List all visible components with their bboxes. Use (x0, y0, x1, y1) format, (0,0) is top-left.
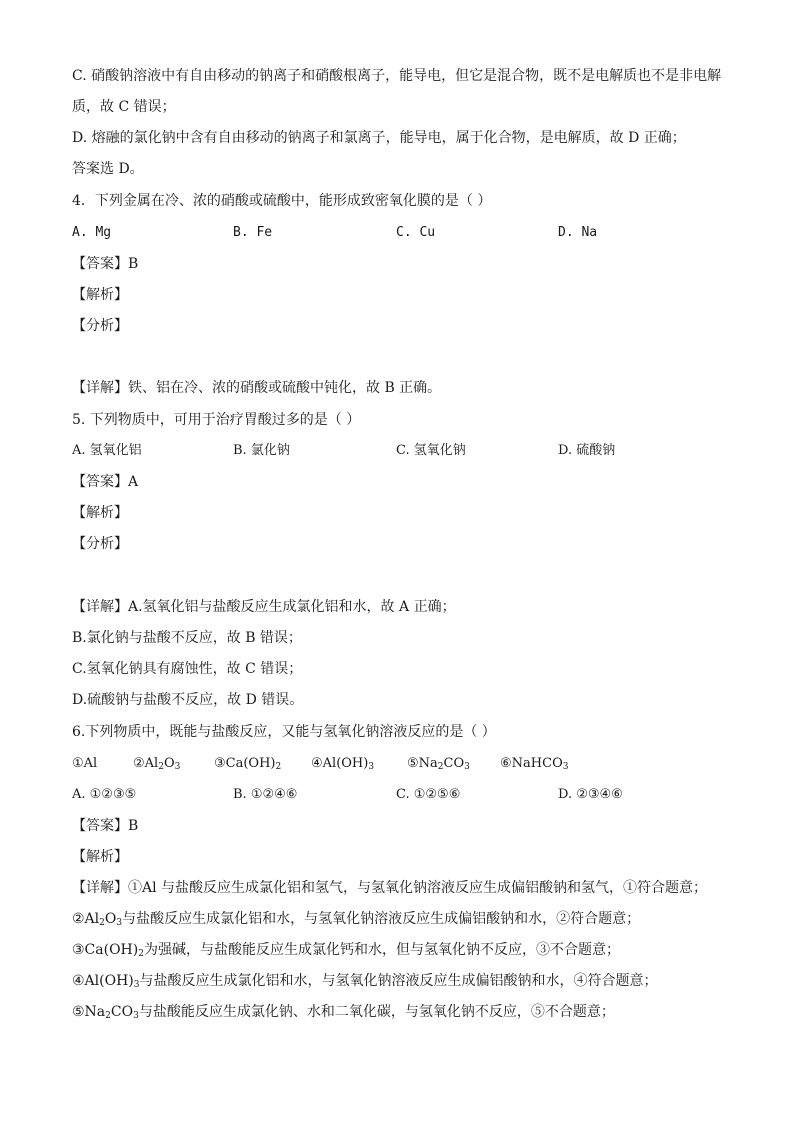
formula-part: ⑥NaHCO (500, 756, 563, 771)
formula-subscript: 2 (437, 762, 444, 772)
q5-detail-b: B.氯化钠与盐酸不反应，故 B 错误； (72, 630, 302, 646)
formula-subscript: 2 (105, 1011, 111, 1021)
formula-part: ⑤Na (72, 1004, 106, 1020)
q6-option-b: B. ①②④⑥ (233, 787, 298, 802)
q6-option-c: C. ①②⑤⑥ (396, 787, 461, 802)
formula-subscript: 3 (464, 762, 470, 772)
q4-stem: 4．下列金属在冷、浓的硝酸或硫酸中，能形成致密氧化膜的是（ ） (72, 193, 492, 209)
q6-detail-2 (72, 909, 640, 929)
q6-substance-2 (133, 754, 180, 774)
q4-fenxi-tag: 【分析】 (72, 318, 128, 334)
q6-option-d: D. ②③④⑥ (558, 787, 623, 802)
formula-part: ④Al(OH) (72, 973, 134, 989)
q3-option-c-explanation-line2: 质，故 C 错误； (72, 99, 176, 115)
q5-fenxi-tag: 【分析】 (72, 536, 128, 552)
detail-text: 铁、铝在冷、浓的硝酸或硫酸中钝化，故 B 正确。 (128, 380, 442, 396)
formula-subscript: 2 (99, 918, 105, 928)
detail-tag: 【详解】 (72, 380, 128, 396)
detail-text: 与盐酸反应生成氯化铝和水，与氢氧化钠溶液反应生成偏铝酸钠和水，④符合题意； (139, 973, 658, 989)
formula-subscript: 3 (368, 762, 375, 772)
detail-text: A.氢氧化铝与盐酸反应生成氯化铝和水，故 A 正确； (128, 599, 456, 615)
q4-option-c: C. Cu (396, 225, 436, 240)
formula-subscript: 3 (133, 980, 140, 990)
q5-stem: 5. 下列物质中，可用于治疗胃酸过多的是（ ） (72, 412, 361, 428)
q5-detail-c: C.氢氧化钠具有腐蚀性，故 C 错误； (72, 661, 303, 677)
q6-detail-1 (72, 878, 707, 898)
formula-part: ⑤Na (407, 756, 438, 771)
formula-subscript: 3 (174, 762, 181, 772)
detail-text: ①Al 与盐酸反应生成氯化铝和氢气，与氢氧化钠溶液反应生成偏铝酸钠和氢气，①符合题意； (128, 880, 708, 896)
detail-tag: 【详解】 (72, 880, 128, 896)
formula-part: ③Ca(OH) (214, 756, 276, 771)
q5-option-c: C. 氢氧化钠 (396, 443, 466, 458)
answer-value: B (128, 818, 139, 834)
q4-option-a: A. Mg (72, 225, 112, 240)
answer-tag: 【答案】 (72, 256, 128, 272)
formula-subscript: 3 (133, 1011, 139, 1021)
q6-detail-3 (72, 940, 620, 960)
q5-analysis-tag: 【解析】 (72, 505, 128, 521)
formula-part: O (104, 911, 117, 927)
detail-text: 与盐酸能反应生成氯化钠、水和二氧化碳，与氢氧化钠不反应，⑤不合题意； (138, 1004, 615, 1020)
detail-tag: 【详解】 (72, 599, 128, 615)
q5-answer (72, 472, 138, 492)
q6-substance-4 (311, 754, 374, 774)
formula-part: ②Al (133, 756, 159, 771)
formula-subscript: 3 (116, 918, 123, 928)
formula-part: O (163, 756, 175, 771)
answer-tag: 【答案】 (72, 474, 128, 490)
q6-substance-1: ①Al (72, 756, 98, 771)
q4-answer (72, 254, 138, 274)
q6-detail-4 (72, 971, 657, 991)
q6-substance-6 (500, 754, 568, 774)
detail-text: 与盐酸反应生成氯化铝和水，与氢氧化钠溶液反应生成偏铝酸钠和水，②符合题意； (122, 911, 641, 927)
q6-detail-5 (72, 1002, 615, 1022)
q5-detail-d: D.硫酸钠与盐酸不反应，故 D 错误。 (72, 692, 304, 708)
q4-option-b: B. Fe (233, 225, 273, 240)
q4-analysis-tag: 【解析】 (72, 287, 128, 303)
answer-value: B (128, 256, 139, 272)
formula-subscript: 2 (158, 762, 164, 772)
formula-part: ②Al (72, 911, 100, 927)
q5-option-a: A. 氢氧化铝 (72, 443, 142, 458)
q6-stem: 6.下列物质中，既能与盐酸反应，又能与氢氧化钠溶液反应的是（ ） (72, 724, 496, 740)
q5-option-d: D. 硫酸钠 (558, 443, 616, 458)
q4-detail (72, 378, 441, 398)
q6-substance-5 (407, 754, 470, 774)
q6-option-a: A. ①②③⑤ (72, 787, 137, 802)
answer-tag: 【答案】 (72, 818, 128, 834)
q3-answer-line: 答案选 D。 (72, 161, 144, 177)
formula-subscript: 3 (562, 762, 569, 772)
q3-option-c-explanation-line1: C. 硝酸钠溶液中有自由移动的钠离子和硝酸根离子，能导电，但它是混合物，既不是电解质也不是非电解 (72, 68, 722, 84)
answer-value: A (128, 474, 139, 490)
formula-part: ④Al(OH) (311, 756, 369, 771)
q5-detail-a (72, 597, 456, 617)
detail-text: 为强碱，与盐酸能反应生成氯化钙和水，但与氢氧化钠不反应，③不合题意； (143, 942, 620, 958)
formula-subscript: 2 (138, 949, 144, 959)
formula-subscript: 2 (275, 762, 282, 772)
formula-part: CO (443, 756, 465, 771)
formula-part: ③Ca(OH) (72, 942, 139, 958)
q6-answer (72, 816, 138, 836)
formula-part: CO (110, 1004, 134, 1020)
q3-option-d-explanation: D. 熔融的氯化钠中含有自由移动的钠离子和氯离子，能导电，属于化合物，是电解质，故 D 正确； (72, 130, 686, 146)
q5-option-b: B. 氯化钠 (233, 443, 290, 458)
q6-analysis-tag: 【解析】 (72, 849, 128, 865)
q6-substance-3 (214, 754, 281, 774)
q4-option-d: D. Na (558, 225, 598, 240)
